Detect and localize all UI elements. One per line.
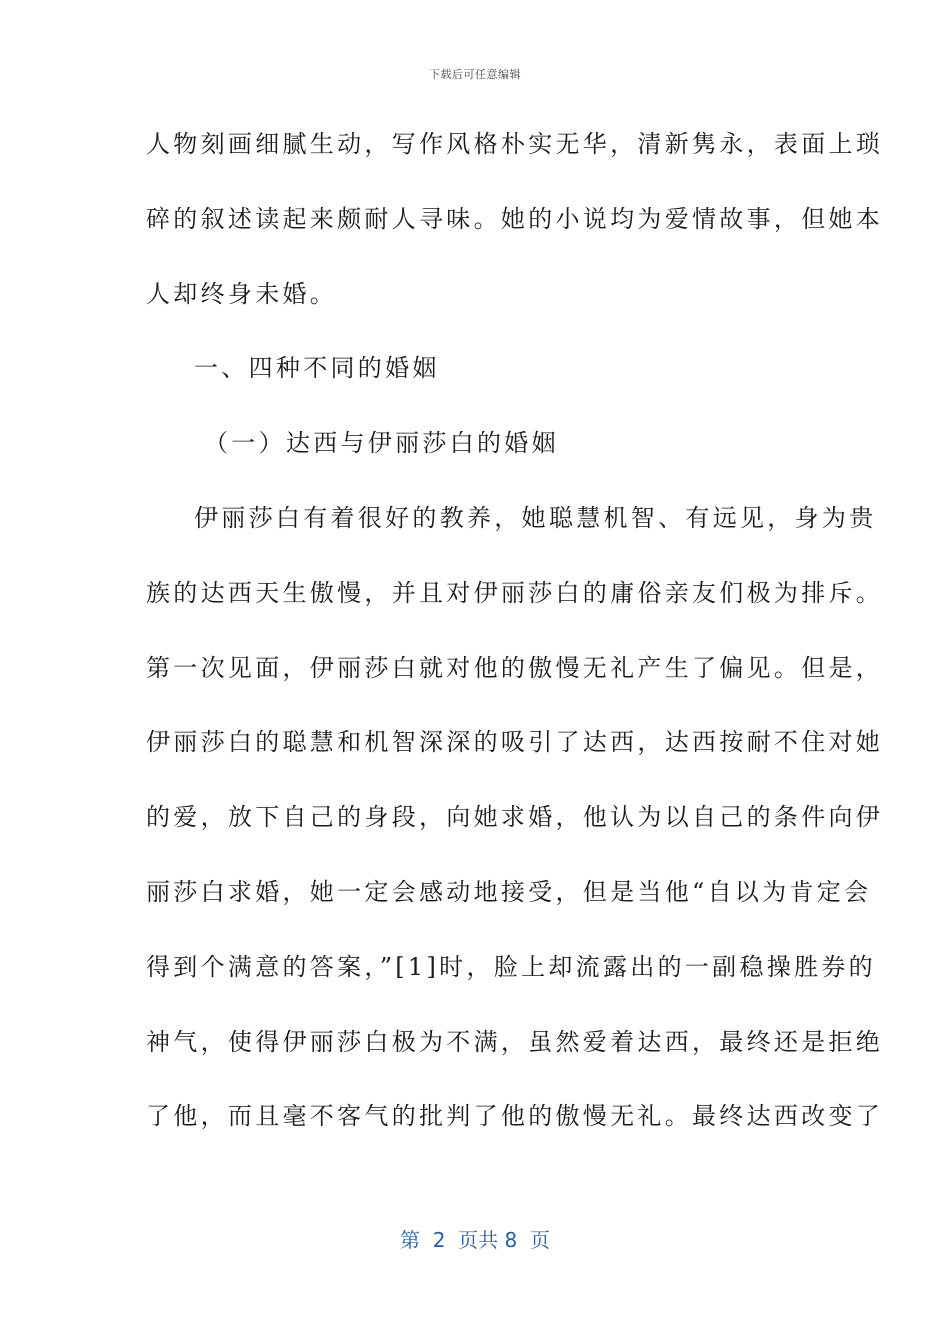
paragraph-line: 人却终身未婚。: [146, 279, 338, 308]
paragraph-line: 伊丽莎白有着很好的教养，她聪慧机智、有远见，身为贵: [194, 503, 877, 532]
paragraph-line: 人物刻画细腻生动，写作风格朴实无华，清新隽永，表面上琐: [146, 130, 884, 158]
paragraph-line: 得到个满意的答案，”[1]时，脸上却流露出的一副稳操胜券的: [146, 952, 876, 981]
paragraph-line: 伊丽莎白的聪慧和机智深深的吸引了达西，达西按耐不住对她: [146, 728, 884, 757]
paragraph-line: 丽莎白求婚，她一定会感动地接受，但是当他“自以为肯定会: [146, 877, 872, 906]
page-header: 下载后可任意编辑: [429, 68, 521, 81]
paragraph-line: 的爱，放下自己的身段，向她求婚，他认为以自己的条件向伊: [146, 803, 884, 832]
section-heading: 一、四种不同的婚姻: [194, 354, 440, 383]
page-number-footer: 第 2 页共 8 页: [400, 1228, 550, 1252]
document-body: [146, 122, 884, 1169]
paragraph-line: 神气，使得伊丽莎白极为不满，虽然爱着达西，最终还是拒绝: [146, 1027, 884, 1056]
paragraph-line: 了他，而且毫不客气的批判了他的傲慢无礼。最终达西改变了: [146, 1102, 884, 1131]
paragraph-line: 族的达西天生傲慢，并且对伊丽莎白的庸俗亲友们极为排斥。: [146, 578, 884, 607]
paragraph-line: 碎的叙述读起来颇耐人寻味。她的小说均为爱情故事，但她本: [146, 204, 884, 233]
paragraph-line: 第一次见面，伊丽莎白就对他的傲慢无礼产生了偏见。但是，: [146, 653, 884, 682]
subsection-heading: （一）达西与伊丽莎白的婚姻: [204, 429, 559, 458]
